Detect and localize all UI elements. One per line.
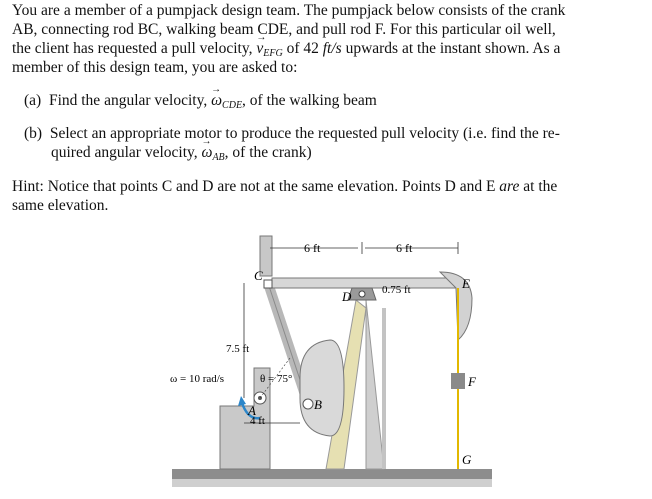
intro-line-3-text: the client has requested a pull velocity, [12, 40, 257, 57]
point-a-label: A [248, 403, 256, 418]
velocity-symbol: → v [256, 39, 263, 59]
point-e-label: E [462, 276, 470, 291]
a-frame-right-leg [366, 300, 384, 469]
theta-label: θ = 75° [260, 373, 293, 385]
part-a-text: Find the angular velocity, [48, 92, 212, 109]
part-b-line-1 [24, 124, 560, 144]
omega-cde-subscript: CDE [222, 100, 243, 111]
omega-label: ω = 10 rad/s [170, 373, 225, 385]
dim-top-right-label: 6 ft [396, 241, 413, 255]
point-f-label: F [468, 374, 476, 389]
dim-offset-label: 0.75 ft [382, 284, 411, 296]
part-a-tag: (a) [24, 92, 42, 109]
intro-line-2: AB, connecting rod BC, walking beam CDE, and pull rod F. For this particular oil well, [12, 21, 556, 38]
pivot-d-joint [359, 291, 365, 297]
part-b-line-2 [51, 143, 312, 165]
part-a [24, 91, 377, 113]
hint-line-2: same elevation. [12, 197, 109, 214]
point-b-label: B [314, 397, 322, 412]
hint-text: Hint: Notice that points C and D are not at the same elevation. Points D and E [12, 178, 500, 195]
joint-b [303, 399, 313, 409]
part-a-end: , of the walking beam [242, 92, 377, 109]
omega-ab-symbol: → ω [202, 143, 213, 163]
point-c-label: C [254, 268, 263, 283]
intro-line-4: member of this design team, you are asked to: [12, 59, 298, 76]
intro-line-3-end: upwards at the instant shown. As a [341, 40, 561, 57]
dim-top-left-label: 6 ft [304, 241, 321, 255]
part-b-text-2-end: , of the crank) [224, 144, 312, 161]
omega-cde-symbol: → ω [211, 91, 222, 111]
dim-vertical-label: 7.5 ft [226, 343, 250, 355]
ground-slab [172, 469, 492, 479]
omega-arrowhead [238, 396, 246, 406]
ground-base [172, 479, 492, 487]
velocity-units: ft/s [322, 40, 342, 57]
omega-ab-subscript: AB [212, 152, 225, 163]
point-g-label: G [462, 452, 472, 467]
dim-bottom-label: 4 ft [250, 415, 265, 427]
part-b-text-1: Select an appropriate motor to produce the requested pull velocity (i.e. find the re- [49, 125, 560, 142]
velocity-subscript: EFG [263, 48, 283, 59]
part-b-text-2: quired angular velocity, [51, 144, 202, 161]
hint-text-end: at the [519, 178, 558, 195]
point-d-label: D [342, 289, 352, 304]
walking-beam [272, 278, 456, 288]
counterweight [300, 340, 344, 436]
pumpjack-figure [160, 228, 640, 496]
intro-line-3-mid: of 42 [282, 40, 323, 57]
hint-line-1 [12, 177, 557, 197]
joint-c [264, 280, 272, 288]
intro-line-1: You are a member of a pumpjack design team. The pumpjack below consists of the crank [12, 2, 566, 19]
part-b-tag: (b) [24, 125, 43, 142]
pull-rod-block [451, 373, 465, 389]
hint-emphasis: are [499, 178, 520, 195]
